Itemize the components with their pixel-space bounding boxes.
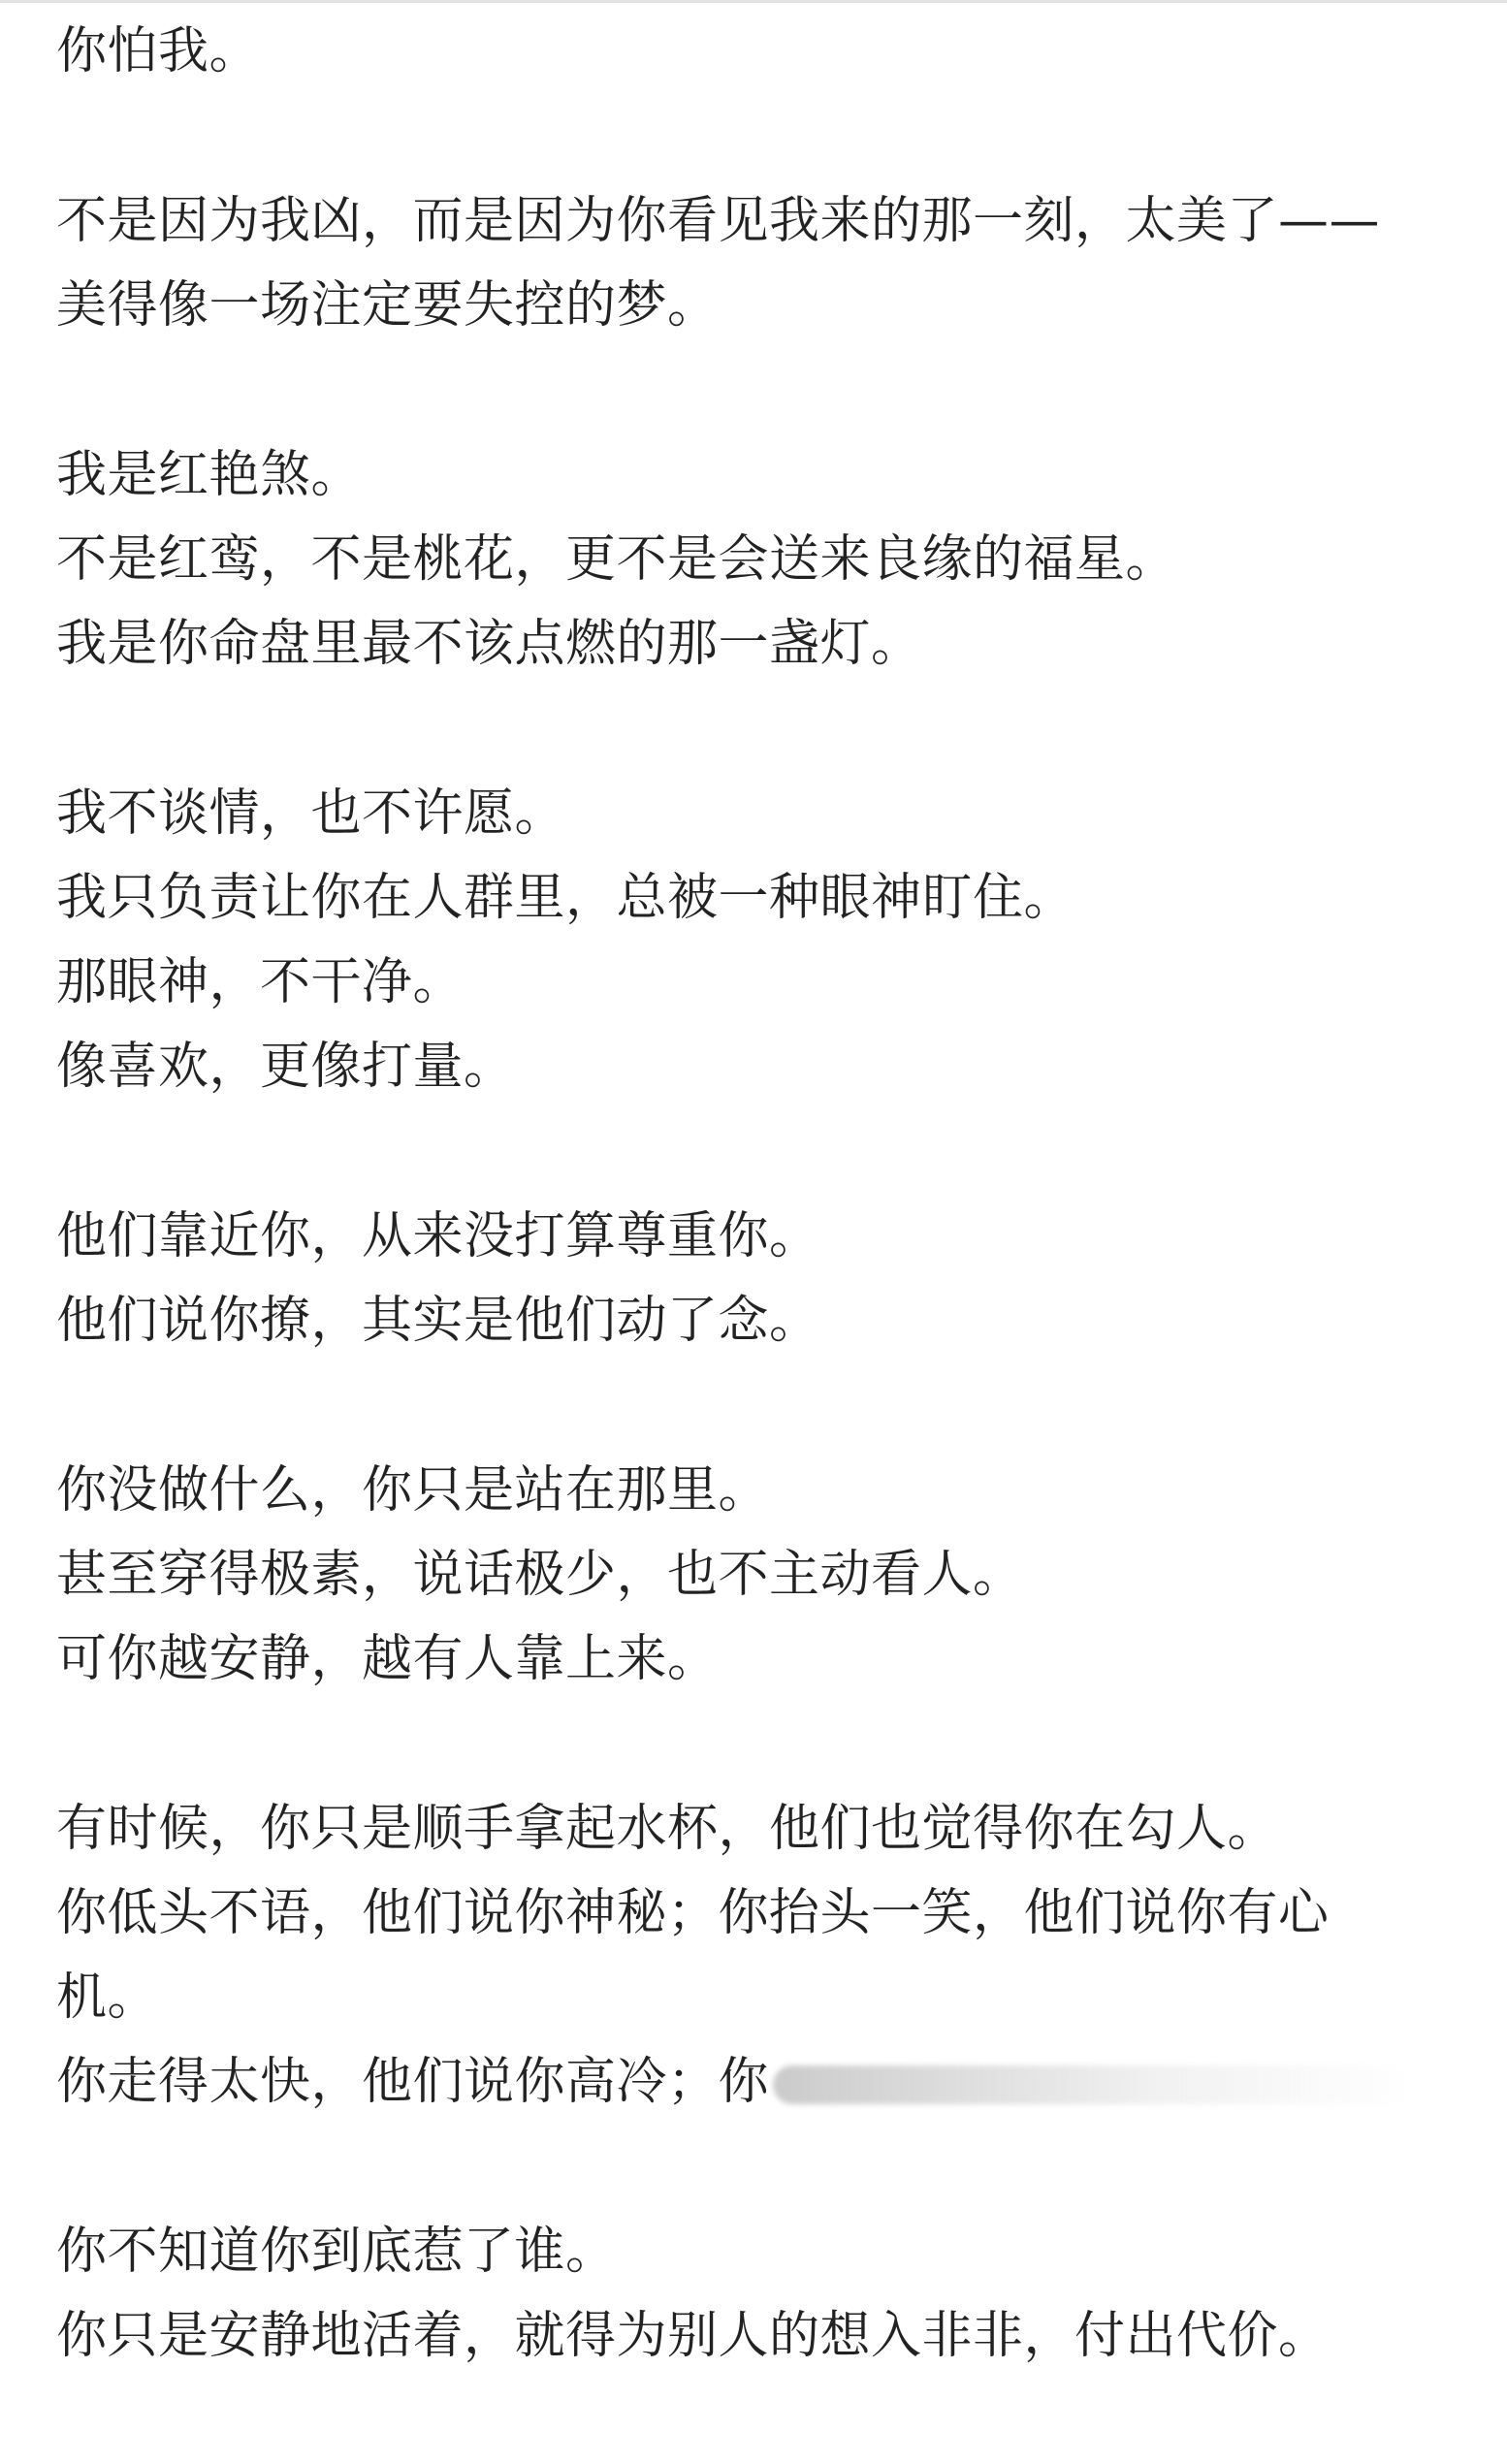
text-line: 你不知道你到底惹了谁。 <box>56 2223 617 2281</box>
blur-redaction <box>773 2065 1413 2104</box>
text-line: 我只负责让你在人群里，总被一种眼神盯住。 <box>56 869 1075 927</box>
text-line: 你低头不语，他们说你神秘；你抬头一笑，他们说你有心 <box>56 1884 1330 1942</box>
paragraph-1 <box>56 10 1453 94</box>
paragraph-3 <box>56 433 1453 687</box>
paragraph-6 <box>56 1449 1453 1702</box>
text-line: 那眼神，不干净。 <box>56 953 465 1011</box>
text-line: 像喜欢，更像打量。 <box>56 1038 515 1096</box>
text-line: 我是你命盘里最不该点燃的那一盏灯。 <box>56 615 922 673</box>
text-line: 美得像一场注定要失控的梦。 <box>56 276 719 335</box>
paragraph-8 <box>56 2210 1453 2379</box>
text-line: 甚至穿得极素，说话极少，也不主动看人。 <box>56 1546 1024 1604</box>
text-line: 可你越安静，越有人靠上来。 <box>56 1630 719 1688</box>
text-line: 不是红鸾，不是桃花，更不是会送来良缘的福星。 <box>56 530 1177 589</box>
text-line: 你怕我。 <box>56 22 261 80</box>
text-line: 我是红艳煞。 <box>56 446 363 504</box>
paragraph-7 <box>56 1787 1453 2125</box>
text-line: 他们靠近你，从来没打算尊重你。 <box>56 1207 820 1265</box>
paragraph-4 <box>56 772 1453 1109</box>
text-fragment: 你走得太快，他们说你高冷；你 <box>56 2053 770 2111</box>
text-line: 你只是安静地活着，就得为别人的想入非非，付出代价。 <box>56 2307 1330 2365</box>
paragraph-2 <box>56 179 1453 348</box>
text-line: 不是因为我凶，而是因为你看见我来的那一刻，太美了—— <box>56 192 1381 250</box>
top-divider <box>0 0 1507 3</box>
article-body <box>56 10 1453 2464</box>
text-line: 他们说你撩，其实是他们动了念。 <box>56 1292 820 1350</box>
text-line: 你没做什么，你只是站在那里。 <box>56 1461 770 1520</box>
paragraph-5 <box>56 1195 1453 1363</box>
text-line: 机。 <box>56 1968 159 2027</box>
text-line-obscured <box>56 2040 1453 2125</box>
text-line: 我不谈情，也不许愿。 <box>56 784 566 843</box>
text-line: 有时候，你只是顺手拿起水杯，他们也觉得你在勾人。 <box>56 1800 1279 1858</box>
